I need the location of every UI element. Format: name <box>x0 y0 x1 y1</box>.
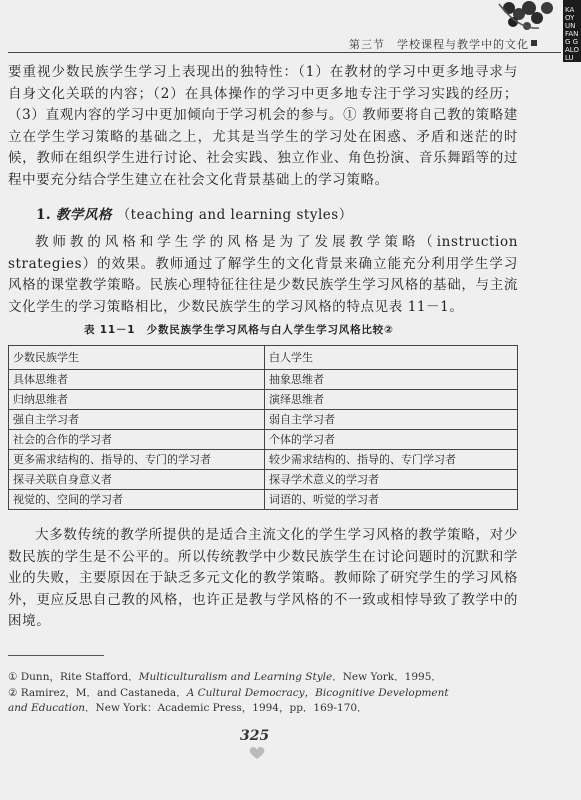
table-row <box>9 450 518 470</box>
heading-english: （teaching and learning styles） <box>116 207 353 223</box>
footnote-rule <box>8 655 104 656</box>
table-cell: 词语的、听觉的学习者 <box>265 490 518 510</box>
footnotes <box>8 670 518 717</box>
table-row <box>9 470 518 490</box>
footnote-2-prefix: ② Ramirez，M．and Castaneda． <box>8 686 187 699</box>
table-row <box>9 390 518 410</box>
table-cell: 探寻关联自身意义者 <box>9 470 265 490</box>
table-row <box>9 430 518 450</box>
table-row <box>9 410 518 430</box>
heart-ornament-icon <box>248 746 266 760</box>
table-cell: 抽象思维者 <box>265 370 518 390</box>
paragraph-3: 大多数传统的教学所提供的是适合主流文化的学生学习风格的教学策略，对少数民族的学生是不公平的。所以传统教学中少数民族学生在讨论问题时的沉默和学业的失败，主要原因在于缺乏多元文化的教学策略。教师除了研究学生的学习风格外，更应反思自己教的风格，也许正是教与学风格的不一致或相悖导致了教学中的困境。 <box>8 527 518 629</box>
page-header <box>0 0 581 62</box>
footnote-1-prefix: ① Dunn，Rite Stafford． <box>8 671 139 683</box>
footnote-2-suffix: ．New York：Academic Press，1994，pp．169-170． <box>85 702 368 714</box>
side-strip-text: KAOYUN FANG GALOLU <box>565 6 579 62</box>
running-header-title: 第三节 学校课程与教学中的文化 <box>349 38 529 51</box>
footnote-2-continued <box>8 701 518 717</box>
footnote-2 <box>8 686 518 702</box>
header-rule <box>8 52 561 53</box>
table-cell: 强自主学习者 <box>9 410 265 430</box>
table-cell: 探寻学术意义的学习者 <box>265 470 518 490</box>
heading-number: 1. <box>36 207 52 223</box>
page-number: 325 <box>240 728 270 744</box>
table-header-cell: 少数民族学生 <box>9 346 265 370</box>
table-cell: 具体思维者 <box>9 370 265 390</box>
table-cell: 演绎思维者 <box>265 390 518 410</box>
table-header-row <box>9 346 518 370</box>
paragraph-1: 要重视少数民族学生学习上表现出的独特性：（1）在教材的学习中更多地寻求与自身文化关联的内容；（2）在具体操作的学习中更多地专注于学习实践的经历；（3）直观内容的学习中更加倾向于学习机会的参与。① 教师要将自己教的策略建立在学生学习策略的基础之上，尤其是当学生的学习处在困惑、矛盾和迷茫的时候，教师在组织学生进行讨论、社会实践、独立作业、角色扮演、音乐舞蹈等的过程中要充分结合学生建立在社会文化背景基础上的学习策略。 <box>8 64 518 188</box>
table-header-cell: 白人学生 <box>265 346 518 370</box>
table-cell: 较少需求结构的、指导的、专门学习者 <box>265 450 518 470</box>
side-strip <box>563 0 581 62</box>
footnote-1-title: Multiculturalism and Learning Style <box>138 671 333 683</box>
footnote-2-title: A Cultural Democracy，Bicognitive Development <box>186 686 449 699</box>
footnote-2-title-continued: and Education <box>8 702 86 714</box>
header-square-icon <box>531 40 537 46</box>
table-row <box>9 490 518 510</box>
footnote-1 <box>8 670 518 686</box>
table-cell: 弱自主学习者 <box>265 410 518 430</box>
table-cell: 视觉的、空间的学习者 <box>9 490 265 510</box>
table-caption: 表 11－1 少数民族学生学习风格与白人学生学习风格比较② <box>84 324 394 336</box>
table-cell: 个体的学习者 <box>265 430 518 450</box>
section-heading <box>36 203 353 223</box>
table-cell: 归纳思维者 <box>9 390 265 410</box>
table-row <box>9 370 518 390</box>
table-cell: 社会的合作的学习者 <box>9 430 265 450</box>
footnote-1-suffix: ．New York．1995． <box>332 671 442 683</box>
paragraph-2: 教师教的风格和学生学的风格是为了发展教学策略（instruction strategies）的效果。教师通过了解学生的文化背景来确立能充分利用学生学习风格的课堂教学策略。民族心理特征往往是少数民族学生学习风格的基础，与主流文化学生的学习策略相比，少数民族学生的学习风格的特点见表 11－1。 <box>8 234 518 315</box>
heading-keyword: 教学风格 <box>55 207 112 223</box>
table-cell: 更多需求结构的、指导的、专门的学习者 <box>9 450 265 470</box>
comparison-table <box>8 345 518 510</box>
